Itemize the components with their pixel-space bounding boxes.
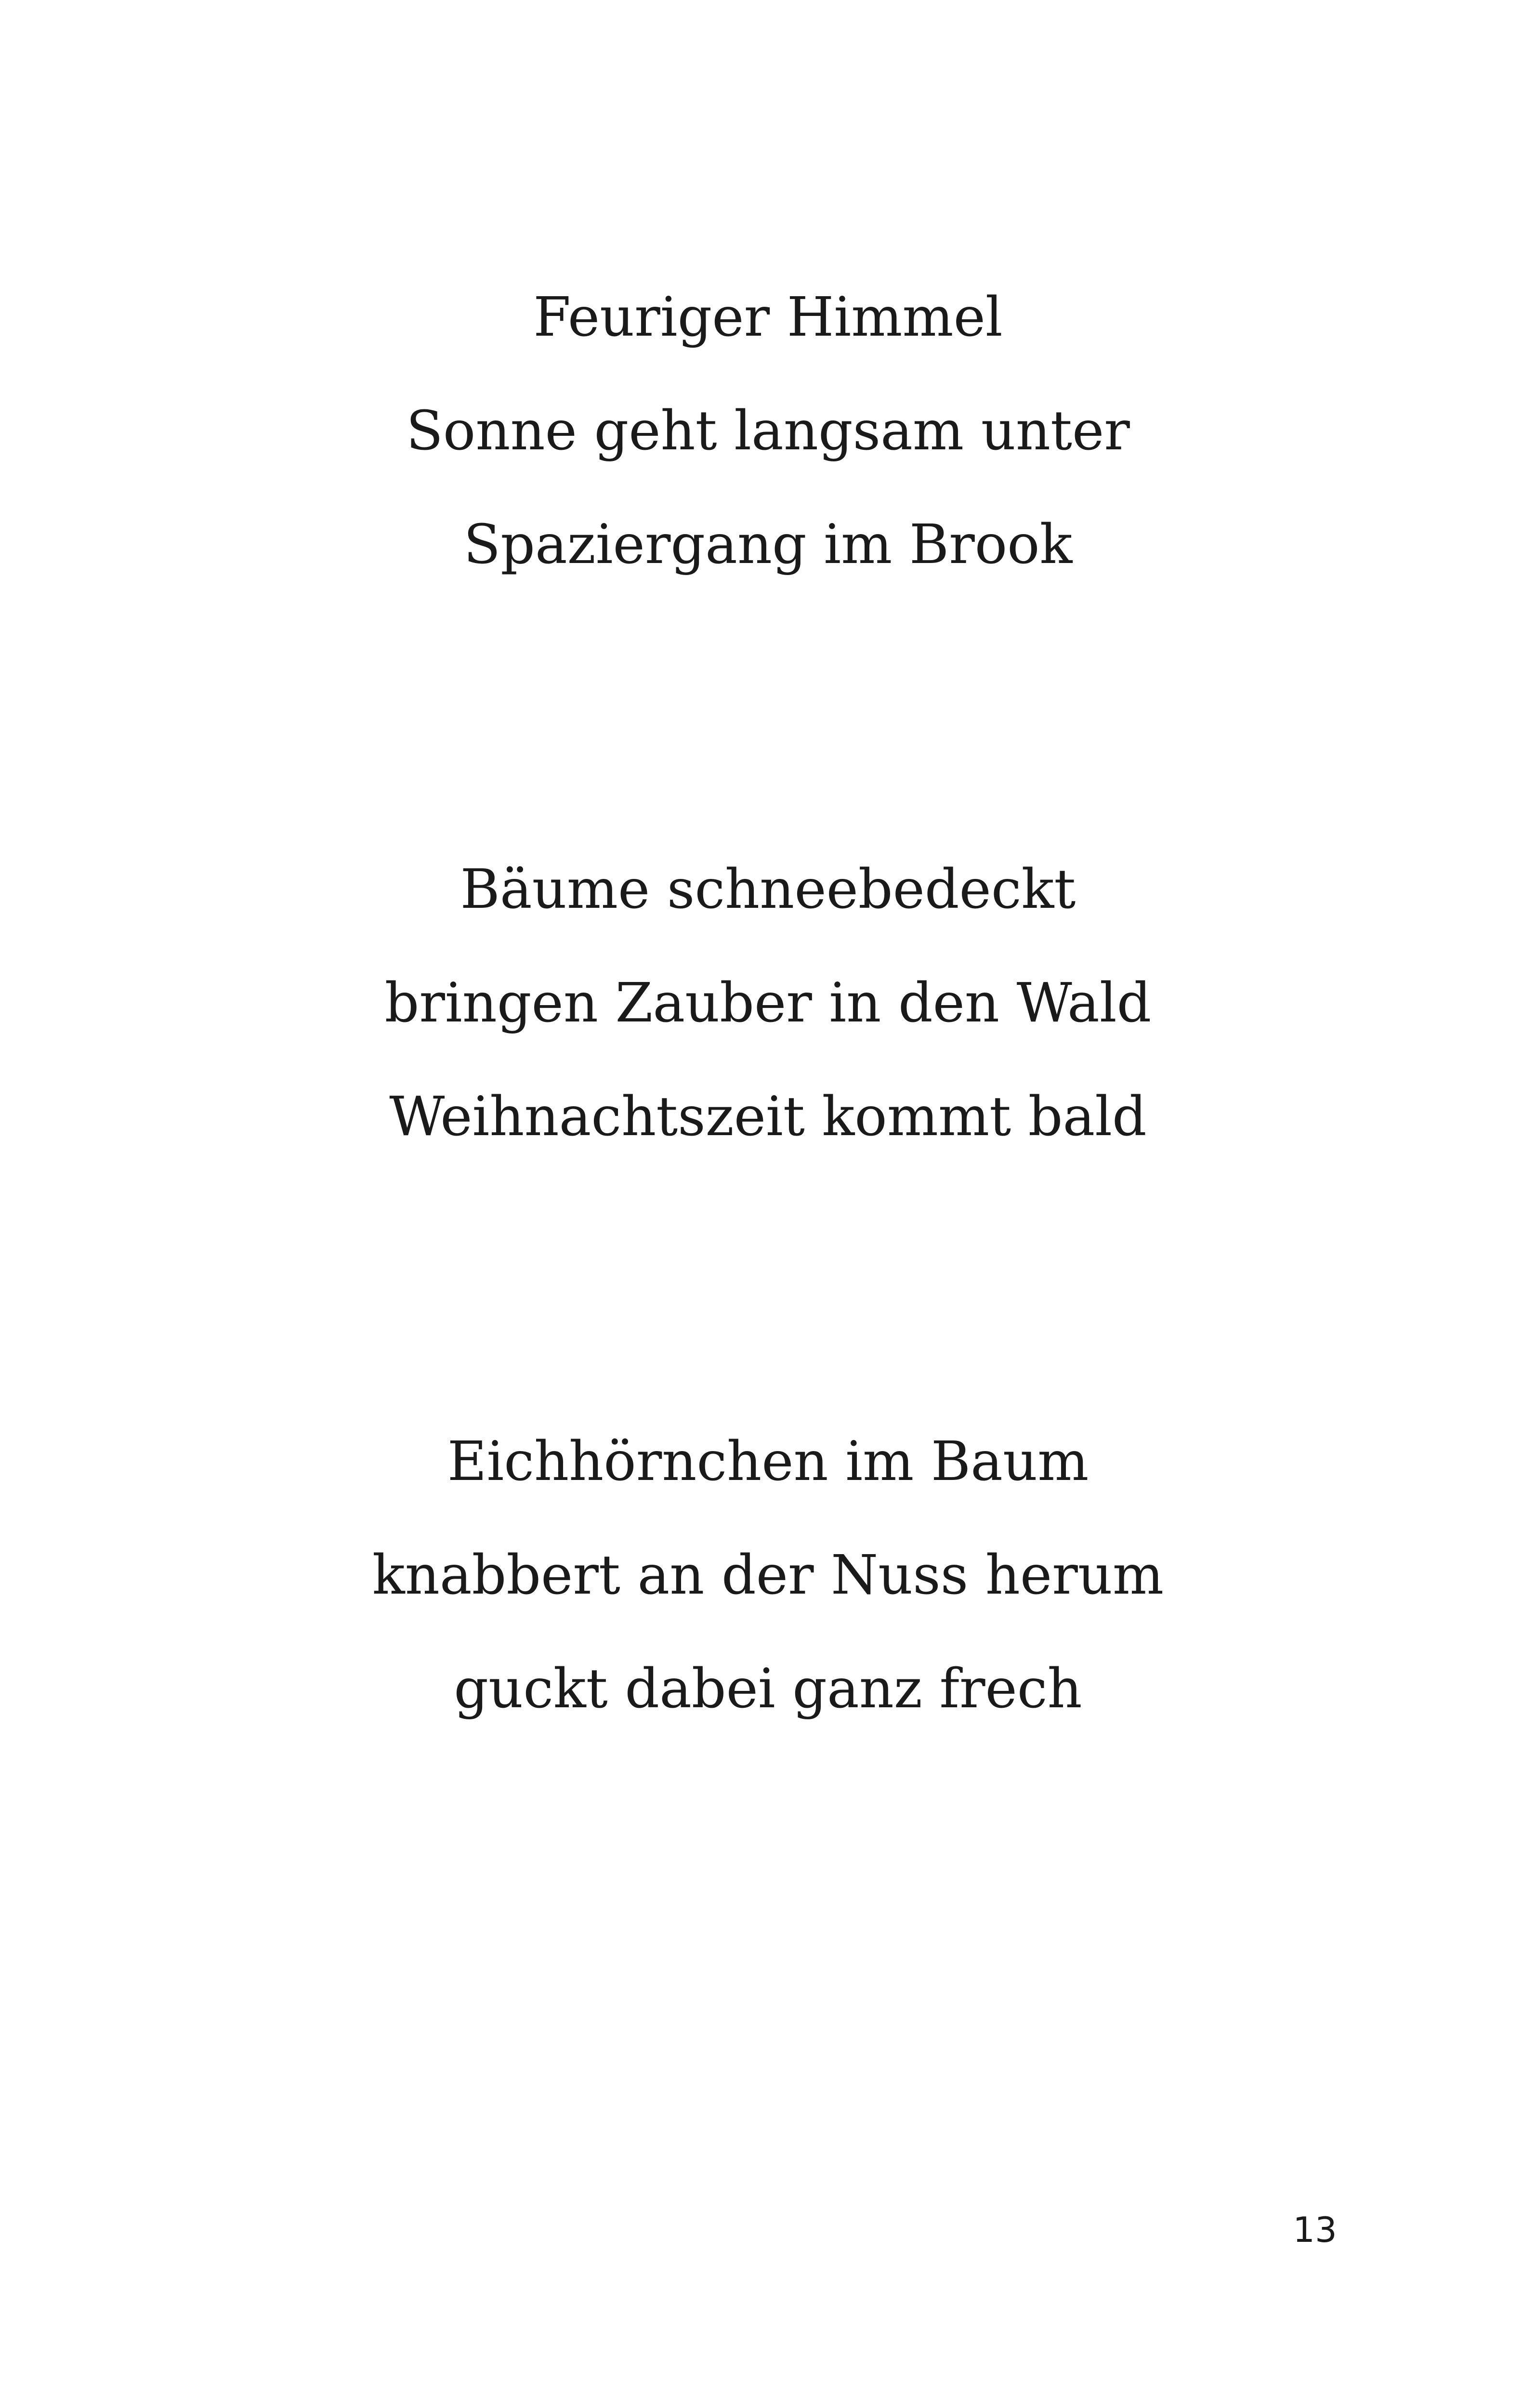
poem-3-line-2: knabbert an der Nuss herum — [372, 1544, 1164, 1607]
poem-3-line-1: Eichhörnchen im Baum — [447, 1430, 1089, 1493]
poem-3-line-3: guckt dabei ganz frech — [454, 1658, 1082, 1720]
poem-stanza-1 — [0, 261, 1536, 602]
poem-2-line-3: Weihnachtszeit kommt bald — [389, 1086, 1147, 1148]
poem-2-line-2: bringen Zauber in den Wald — [384, 972, 1152, 1034]
poem-1-line-3: Spaziergang im Brook — [463, 513, 1073, 576]
page-number: 13 — [1293, 2210, 1337, 2250]
poem-stanza-3 — [0, 1405, 1536, 1746]
poem-2-line-1: Bäume schneebedeckt — [460, 858, 1076, 921]
poem-1-line-1: Feuriger Himmel — [533, 286, 1003, 349]
poem-stanza-2 — [0, 833, 1536, 1174]
poem-1-line-2: Sonne geht langsam unter — [406, 400, 1130, 462]
